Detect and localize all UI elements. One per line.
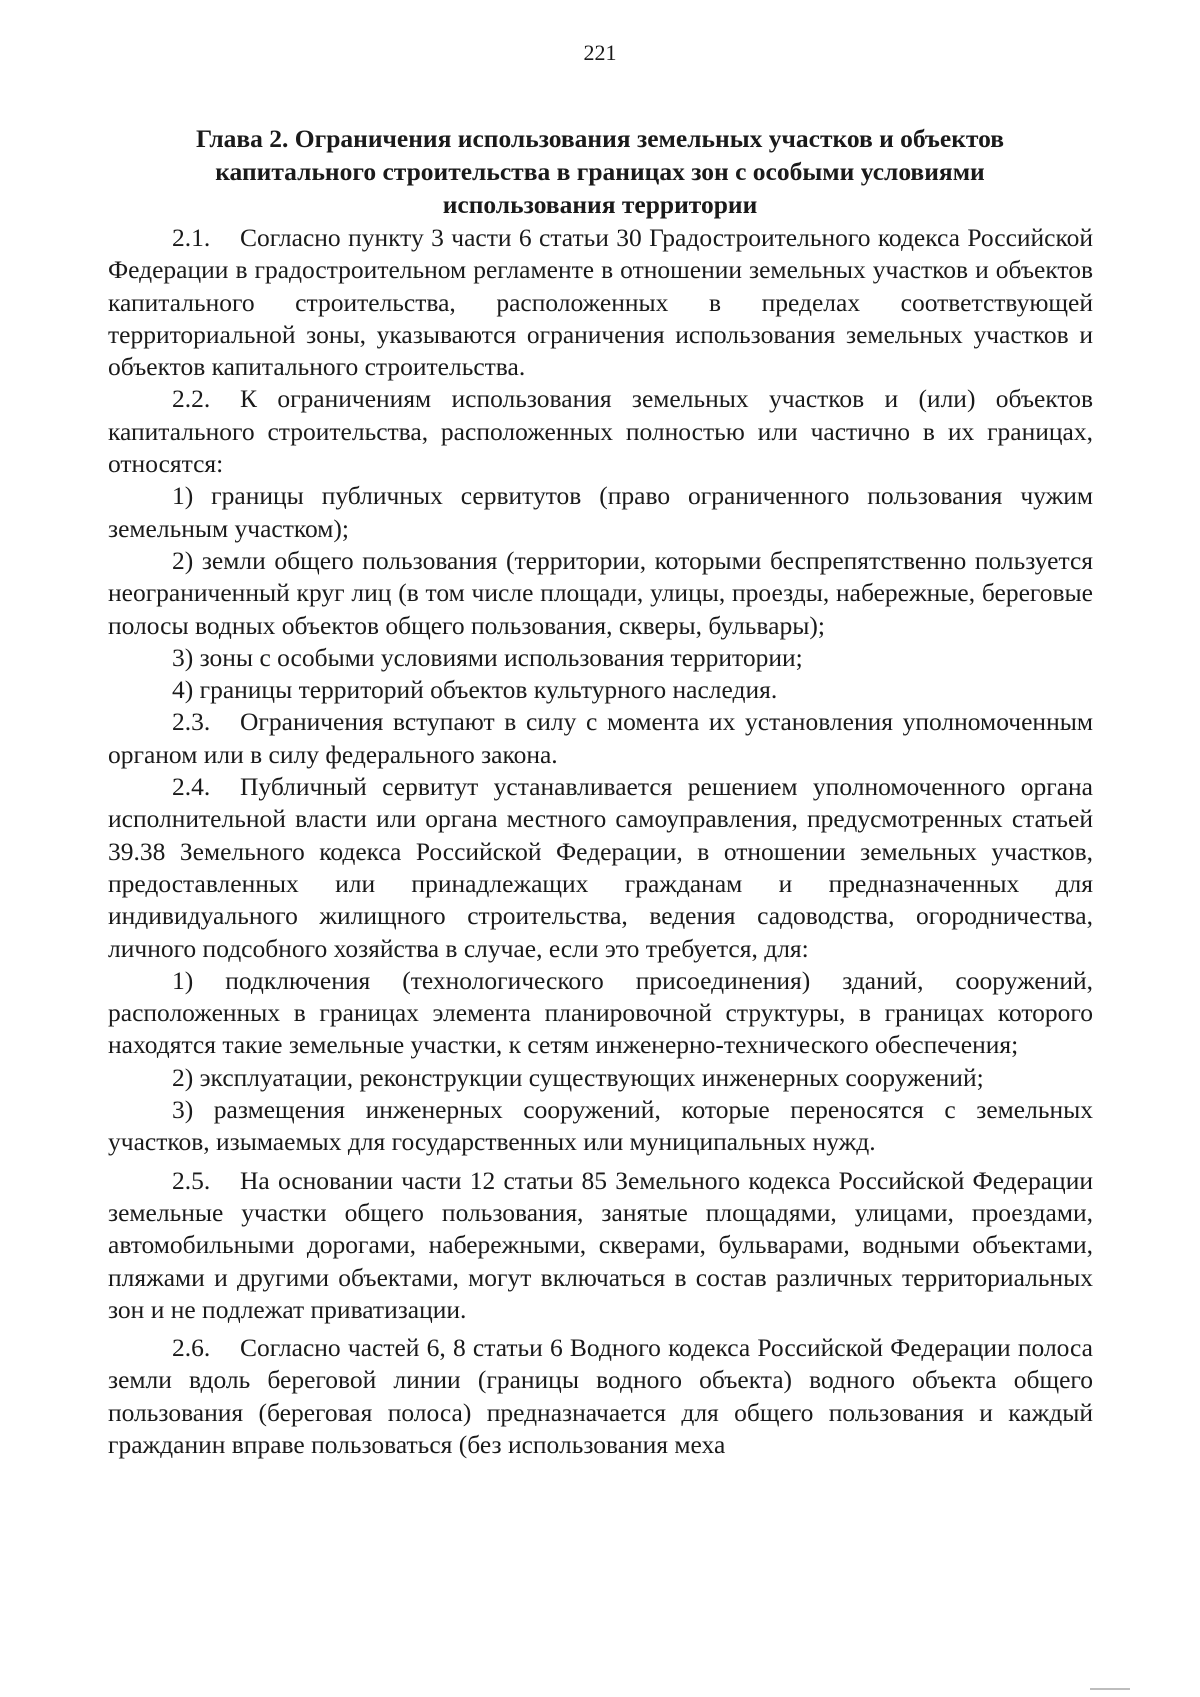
- paragraph-number: 2.6.: [172, 1333, 211, 1363]
- list-item: [108, 674, 1093, 706]
- numbered-paragraph: [108, 771, 1093, 965]
- paragraph-number: 2.2.: [172, 384, 211, 414]
- numbered-paragraph: [108, 222, 1093, 383]
- paragraph-text: 1) границы публичных сервитутов (право ограниченного пользования чужим земельным участком);: [108, 481, 1093, 543]
- paragraph-number: 2.4.: [172, 772, 211, 802]
- list-item: [108, 1094, 1093, 1159]
- numbered-paragraph: [108, 1165, 1093, 1326]
- list-item: [108, 480, 1093, 545]
- chapter-title: Глава 2. Ограничения использования земельных участков и объектов капитального строительства в границах зон с особыми условиями использования территории: [196, 124, 1004, 219]
- numbered-paragraph: [108, 706, 1093, 771]
- paragraph-text: Ограничения вступают в силу с момента их установления уполномоченным органом или в силу федерального закона.: [108, 707, 1093, 769]
- paragraph-text: Согласно пункту 3 части 6 статьи 30 Градостроительного кодекса Российской Федерации в градостроительном регламенте в отношении земельных участков и объектов капитального строительства, расположенных в пределах соответствующей территориальной зоны, указываются ограничения использования земельных участков и объектов капитального строительства.: [108, 223, 1093, 382]
- paragraph-text: 4) границы территорий объектов культурного наследия.: [172, 675, 778, 705]
- list-item: [108, 642, 1093, 674]
- list-item: [108, 965, 1093, 1062]
- paragraph-text: 3) размещения инженерных сооружений, которые переносятся с земельных участков, изымаемых для государственных или муниципальных нужд.: [108, 1095, 1093, 1157]
- list-item: [108, 545, 1093, 642]
- list-item: [108, 1062, 1093, 1094]
- paragraph-number: 2.3.: [172, 707, 211, 737]
- paragraph-text: Согласно частей 6, 8 статьи 6 Водного кодекса Российской Федерации полоса земли вдоль береговой линии (границы водного объекта) водного объекта общего пользования (береговая полоса) предназначается для общего пользования и каждый гражданин вправе пользоваться (без использования меха: [108, 1333, 1093, 1459]
- numbered-paragraph: [108, 383, 1093, 480]
- paragraph-number: 2.1.: [172, 223, 211, 252]
- paragraph-text: На основании части 12 статьи 85 Земельного кодекса Российской Федерации земельные участки общего пользования, занятые площадями, улицами, проездами, автомобильными дорогами, набережными, скверами, бульварами, водными объектами, пляжами и другими объектами, могут включаться в состав различных территориальных зон и не подлежат приватизации.: [108, 1165, 1093, 1324]
- paragraph-text: 3) зоны с особыми условиями использования территории;: [172, 642, 803, 672]
- page-number: 221: [583, 40, 617, 65]
- paragraph-number: 2.5.: [172, 1165, 211, 1195]
- paragraph-text: 2) земли общего пользования (территории, которыми беспрепятственно пользуется неограниченный круг лиц (в том числе площади, улицы, проезды, набережные, береговые полосы водных объектов общего пользования, скверы, бульвары);: [108, 545, 1093, 640]
- paragraph-text: К ограничениям использования земельных участков и (или) объектов капитального строительства, расположенных полностью или частично в их границах, относятся:: [108, 384, 1093, 479]
- paragraph-text: 1) подключения (технологического присоединения) зданий, сооружений, расположенных в границах элемента планировочной структуры, в границах которого находятся такие земельные участки, к сетям инженерно-технического обеспечения;: [108, 965, 1093, 1060]
- scan-artifact: [1090, 1688, 1130, 1690]
- paragraph-text: Публичный сервитут устанавливается решением уполномоченного органа исполнительной власти или органа местного самоуправления, предусмотренных статьей 39.38 Земельного кодекса Российской Федерации, в отношении земельных участков, предоставленных или принадлежащих гражданам и предназначенных для индивидуального жилищного строительства, ведения садоводства, огородничества, личного подсобного хозяйства в случае, если это требуется, для:: [108, 772, 1093, 963]
- numbered-paragraph: [108, 1332, 1093, 1461]
- document-body: [108, 222, 1093, 1461]
- paragraph-text: 2) эксплуатации, реконструкции существующих инженерных сооружений;: [172, 1062, 984, 1092]
